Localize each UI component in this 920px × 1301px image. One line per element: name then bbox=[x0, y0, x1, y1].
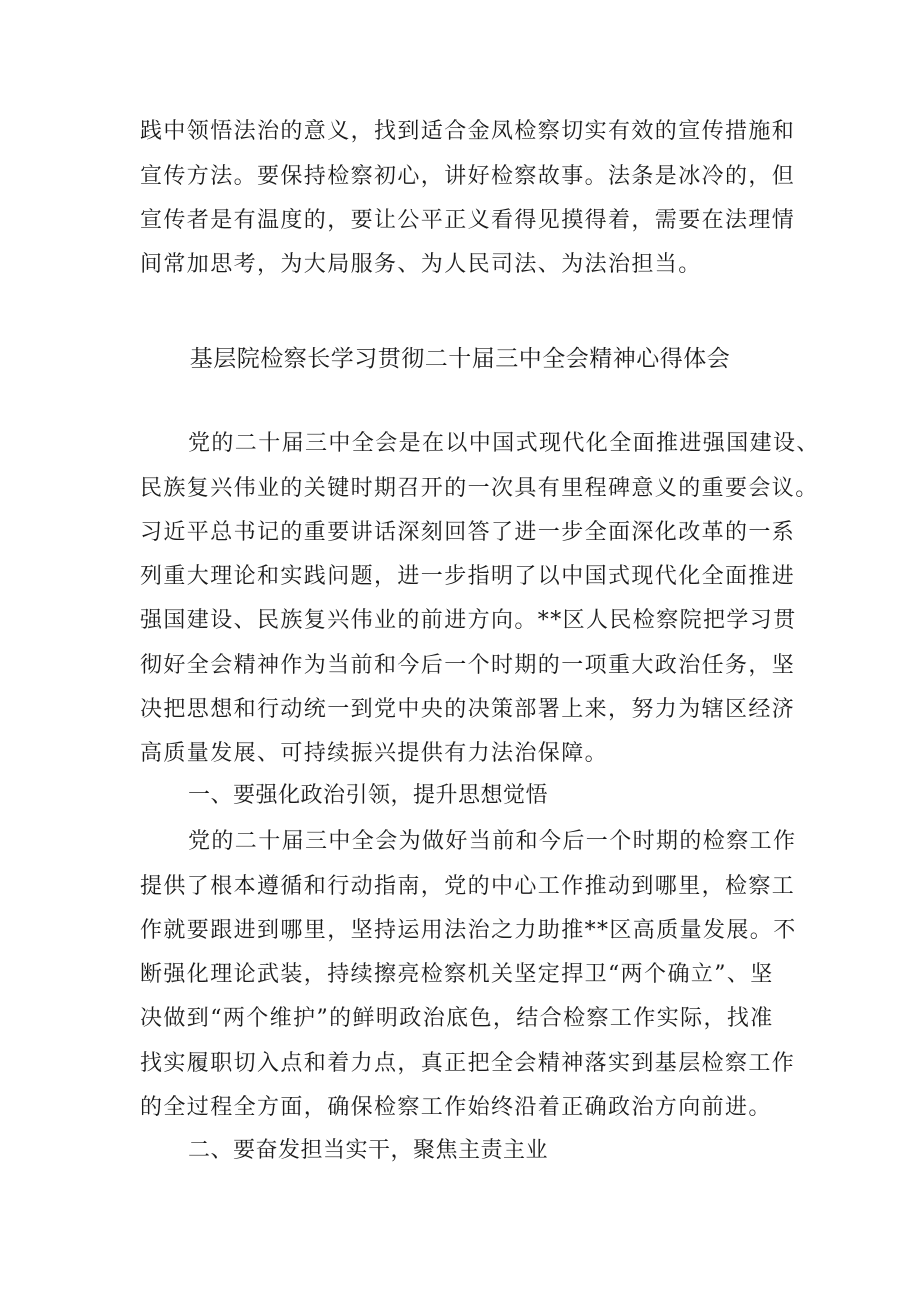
document-title: 基层院检察长学习贯彻二十届三中全会精神心得体会 bbox=[189, 346, 731, 372]
paragraph-line: 找实履职切入点和着力点，真正把全会精神落实到基层检察工作 bbox=[140, 1051, 796, 1076]
section-heading: 二、要奋发担当实干，聚焦主责主业 bbox=[188, 1138, 549, 1163]
paragraph-line: 高质量发展、可持续振兴提供有力法治保障。 bbox=[140, 741, 609, 766]
section-heading: 一、要强化政治引领，提升思想觉悟 bbox=[188, 783, 549, 808]
paragraph-line: 间常加思考，为大局服务、为人民司法、为法治担当。 bbox=[140, 252, 702, 277]
paragraph-line: 党的二十届三中全会为做好当前和今后一个时期的检察工作 bbox=[188, 829, 797, 854]
paragraph-line: 习近平总书记的重要讲话深刻回答了进一步全面深化改革的一系 bbox=[140, 520, 796, 545]
paragraph-line: 宣传者是有温度的，要让公平正义看得见摸得着，需要在法理情 bbox=[140, 208, 796, 233]
paragraph-line: 断强化理论武装，持续擦亮检察机关坚定捍卫“两个确立”、坚 bbox=[140, 962, 774, 987]
paragraph-line: 践中领悟法治的意义，找到适合金凤检察切实有效的宣传措施和 bbox=[140, 119, 796, 144]
paragraph-line: 提供了根本遵循和行动指南，党的中心工作推动到哪里，检察工 bbox=[140, 874, 796, 899]
paragraph-line: 党的二十届三中全会是在以中国式现代化全面推进强国建设、 bbox=[188, 431, 820, 456]
paragraph-line: 强国建设、民族复兴伟业的前进方向。**区人民检察院把学习贯 bbox=[140, 608, 797, 633]
paragraph-line: 决做到“两个维护”的鲜明政治底色，结合检察工作实际，找准 bbox=[140, 1006, 774, 1031]
paragraph-line: 民族复兴伟业的关键时期召开的一次具有里程碑意义的重要会议。 bbox=[140, 476, 819, 501]
paragraph-line: 决把思想和行动统一到党中央的决策部署上来，努力为辖区经济 bbox=[140, 697, 796, 722]
paragraph-line: 作就要跟进到哪里，坚持运用法治之力助推**区高质量发展。不 bbox=[140, 918, 797, 943]
paragraph-line: 彻好全会精神作为当前和今后一个时期的一项重大政治任务，坚 bbox=[140, 653, 796, 678]
paragraph-line: 宣传方法。要保持检察初心，讲好检察故事。法条是冰冷的，但 bbox=[140, 164, 796, 189]
paragraph-line: 列重大理论和实践问题，进一步指明了以中国式现代化全面推进 bbox=[140, 564, 796, 589]
paragraph-line: 的全过程全方面，确保检察工作始终沿着正确政治方向前进。 bbox=[140, 1095, 772, 1120]
